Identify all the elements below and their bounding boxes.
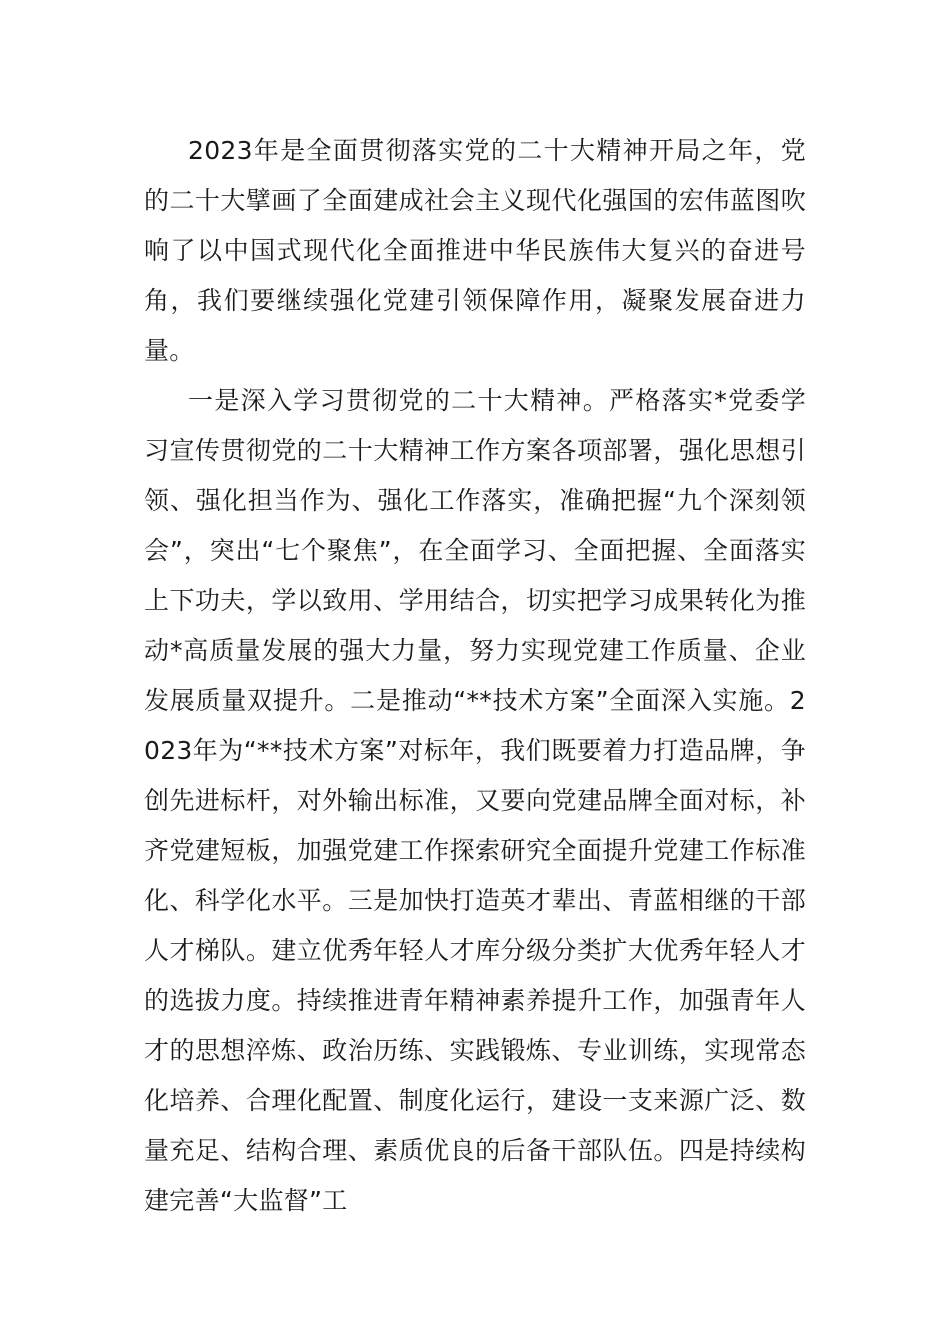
paragraph-intro: 2023年是全面贯彻落实党的二十大精神开局之年，党的二十大擘画了全面建成社会主义现代化强国的宏伟蓝图吹响了以中国式现代化全面推进中华民族伟大复兴的奋进号角，我们要继续强化党建引领保障作用，凝聚发展奋进力量。 [144,136,806,365]
paragraph-measures: 一是深入学习贯彻党的二十大精神。严格落实*党委学习宣传贯彻党的二十大精神工作方案各项部署，强化思想引领、强化担当作为、强化工作落实，准确把握“九个深刻领会”，突出“七个聚焦”，在全面学习、全面把握、全面落实上下功夫，学以致用、学用结合，切实把学习成果转化为推动*高质量发展的强大力量，努力实现党建工作质量、企业发展质量双提升。二是推动“**技术方案”全面深入实施。2023年为“**技术方案”对标年，我们既要着力打造品牌，争创先进标杆，对外输出标准，又要向党建品牌全面对标，补齐党建短板，加强党建工作探索研究全面提升党建工作标准化、科学化水平。三是加快打造英才辈出、青蓝相继的干部人才梯队。建立优秀年轻人才库分级分类扩大优秀年轻人才的选拔力度。持续推进青年精神素养提升工作，加强青年人才的思想淬炼、政治历练、实践锻炼、专业训练，实现常态化培养、合理化配置、制度化运行，建设一支来源广泛、数量充足、结构合理、素质优良的后备干部队伍。四是持续构建完善“大监督”工 [144,386,806,1215]
document-body [144,126,806,1226]
